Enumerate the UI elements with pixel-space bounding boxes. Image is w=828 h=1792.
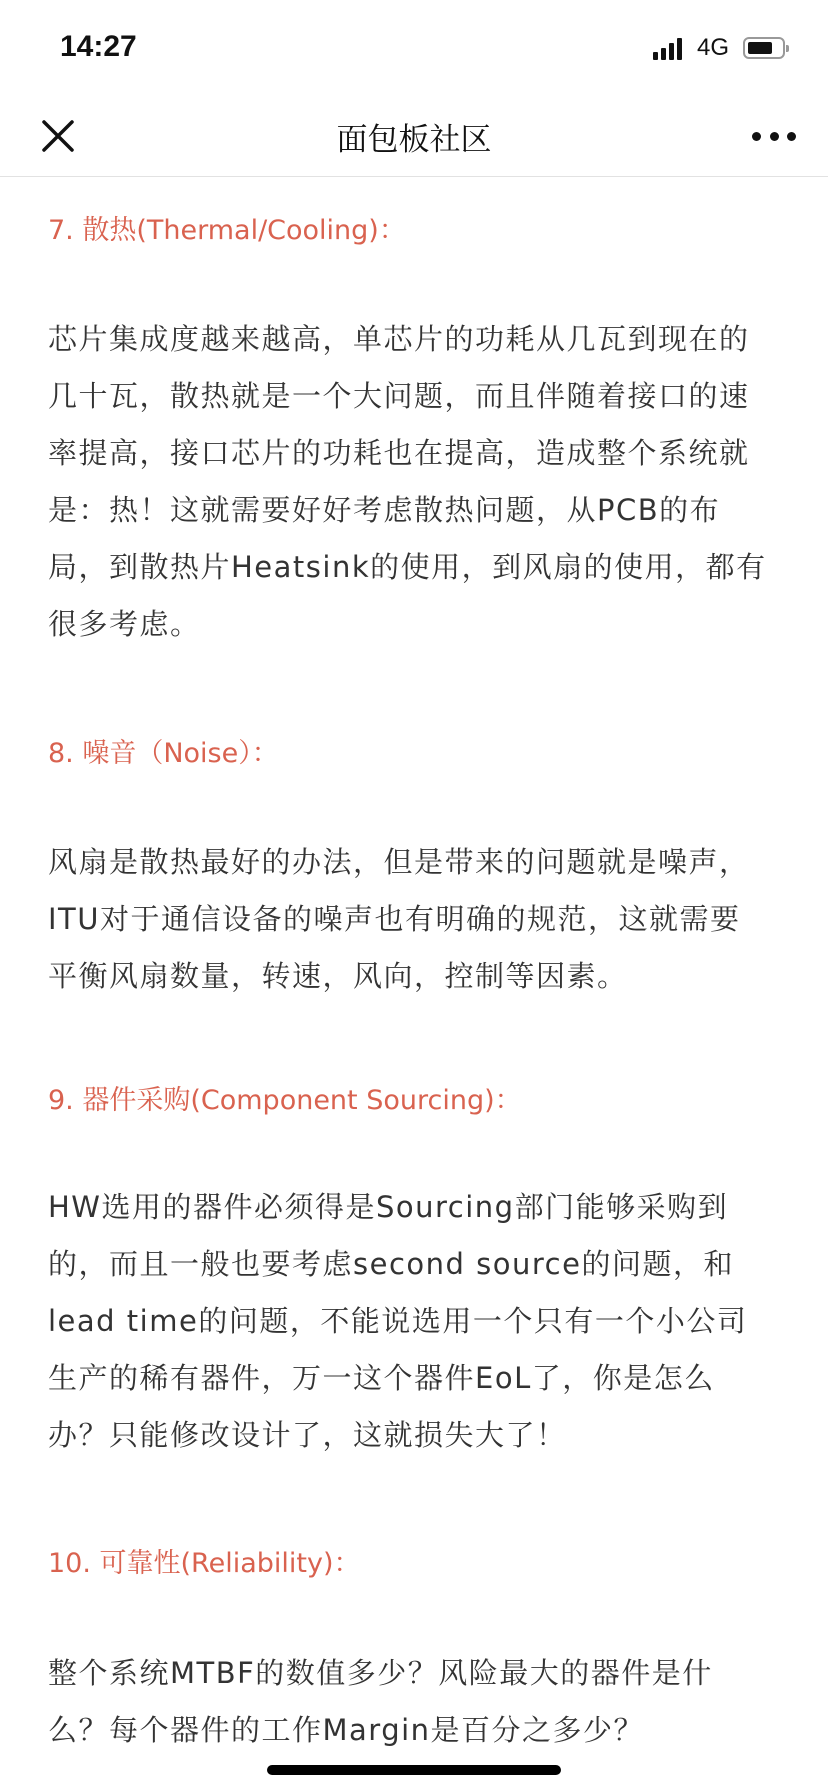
section-paragraph bbox=[48, 1179, 788, 1464]
text-line: 平衡风扇数量，转速，风向，控制等因素。 bbox=[48, 959, 628, 993]
page-title: 面包板社区 bbox=[336, 122, 492, 158]
status-bar bbox=[0, 0, 828, 100]
text-line: 整个系统MTBF的数值多少？风险最大的器件是什 bbox=[48, 1656, 713, 1690]
text-line: 很多考虑。 bbox=[48, 607, 201, 641]
text-line: 生产的稀有器件，万一这个器件EoL了，你是怎么 bbox=[48, 1361, 715, 1395]
section-heading: 9. 器件采购(Component Sourcing)： bbox=[48, 1085, 522, 1116]
text-line: 几十瓦，散热就是一个大问题，而且伴随着接口的速 bbox=[48, 379, 750, 413]
text-line: 办？只能修改设计了，这就损失大了！ bbox=[48, 1418, 567, 1452]
text-line: 的，而且一般也要考虑second source的问题，和 bbox=[48, 1247, 734, 1281]
section-paragraph bbox=[48, 834, 788, 1005]
nav-bar bbox=[0, 100, 828, 177]
section-heading: 10. 可靠性(Reliability)： bbox=[48, 1548, 361, 1579]
text-line: 局，到散热片Heatsink的使用，到风扇的使用，都有 bbox=[48, 550, 767, 584]
battery-icon bbox=[743, 37, 785, 59]
signal-icon bbox=[653, 38, 682, 60]
text-line: 么？每个器件的工作Margin是百分之多少？ bbox=[48, 1713, 645, 1747]
section-heading: 7. 散热(Thermal/Cooling)： bbox=[48, 215, 406, 246]
more-icon-dot bbox=[787, 132, 796, 141]
more-icon bbox=[752, 132, 761, 141]
text-line: 芯片集成度越来越高，单芯片的功耗从几瓦到现在的 bbox=[48, 322, 750, 356]
network-type: 4G bbox=[697, 34, 730, 61]
section-paragraph bbox=[48, 311, 788, 653]
status-time: 14:27 bbox=[60, 30, 137, 63]
text-line: 风扇是散热最好的办法，但是带来的问题就是噪声， bbox=[48, 845, 750, 879]
text-line: lead time的问题，不能说选用一个只有一个小公司 bbox=[48, 1304, 748, 1338]
text-line: 率提高，接口芯片的功耗也在提高，造成整个系统就 bbox=[48, 436, 750, 470]
more-icon-dot bbox=[770, 132, 779, 141]
section-paragraph bbox=[48, 1645, 788, 1759]
section-heading: 8. 噪音（Noise）： bbox=[48, 738, 279, 769]
text-line: HW选用的器件必须得是Sourcing部门能够采购到 bbox=[48, 1190, 729, 1224]
text-line: 是：热！这就需要好好考虑散热问题，从PCB的布 bbox=[48, 493, 721, 527]
more-button[interactable] bbox=[752, 118, 796, 154]
text-line: ITU对于通信设备的噪声也有明确的规范，这就需要 bbox=[48, 902, 741, 936]
home-indicator[interactable] bbox=[267, 1765, 561, 1775]
